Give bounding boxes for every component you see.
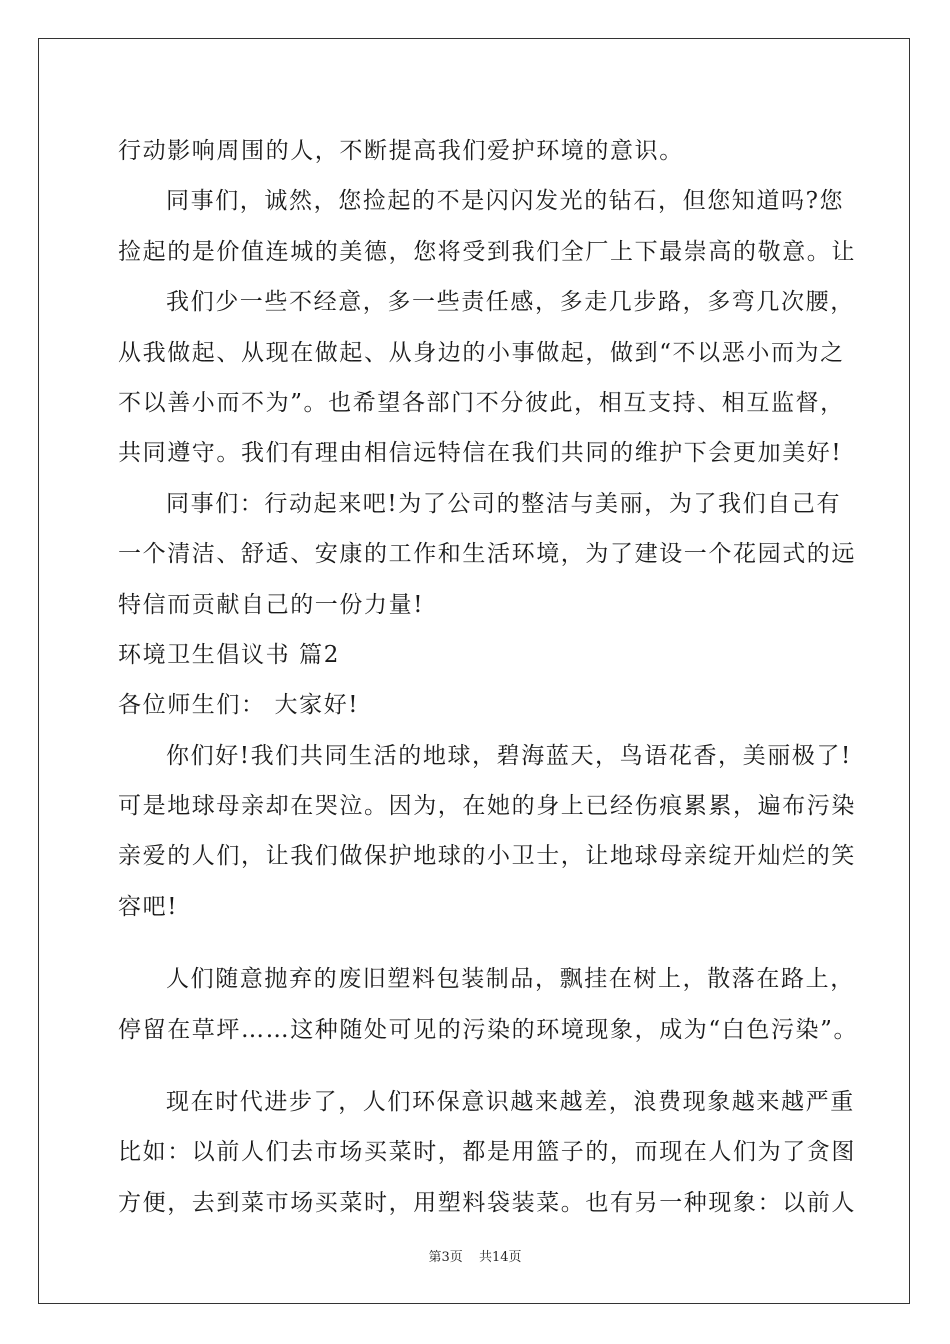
- paragraph-gap: [118, 932, 838, 954]
- paragraph-line: 行动影响周围的人，不断提高我们爱护环境的意识。: [118, 138, 684, 164]
- paragraph-line: 容吧!: [118, 893, 179, 920]
- paragraph-line: 我们少一些不经意，多一些责任感，多走几步路，多弯几次腰，: [166, 289, 855, 316]
- page-footer: [0, 1246, 950, 1265]
- paragraph-line: 可是地球母亲却在哭泣。因为，在她的身上已经伤痕累累，遍布污染: [118, 793, 856, 820]
- page-number: 第3页: [428, 1250, 463, 1265]
- paragraph-line: 同事们：行动起来吧!为了公司的整洁与美丽，为了我们自己有: [166, 490, 842, 517]
- paragraph-line: 同事们，诚然，您捡起的不是闪闪发光的钻石，但您知道吗?您: [166, 188, 845, 215]
- paragraph-line: 停留在草坪……这种随处可见的污染的环境现象，成为“白色污染”。: [118, 1016, 859, 1043]
- paragraph-line: 方便，去到菜市场买菜时，用塑料袋装菜。也有另一种现象：以前人: [118, 1189, 856, 1216]
- document-body: [118, 126, 859, 1228]
- paragraph-line: 不以善小而不为”。也希望各部门不分彼此，相互支持、相互监督，: [118, 389, 845, 416]
- paragraph-line: 现在时代进步了，人们环保意识越来越差，浪费现象越来越严重: [166, 1089, 855, 1116]
- paragraph-line: 一个清洁、舒适、安康的工作和生活环境，为了建设一个花园式的远: [118, 541, 856, 568]
- paragraph-line: 特信而贡献自己的一份力量!: [118, 591, 425, 618]
- section-heading: 环境卫生倡议书 篇2: [118, 641, 340, 668]
- paragraph-line: 共同遵守。我们有理由相信远特信在我们共同的维护下会更加美好!: [118, 440, 843, 467]
- salutation: 各位师生们： 大家好!: [118, 692, 360, 719]
- paragraph-line: 从我做起、从现在做起、从身边的小事做起，做到“不以恶小而为之: [118, 339, 845, 366]
- paragraph-line: 比如：以前人们去市场买菜时，都是用篮子的，而现在人们为了贪图: [118, 1139, 856, 1166]
- page-total: 共14页: [478, 1250, 522, 1265]
- paragraph-line: 你们好!我们共同生活的地球，碧海蓝天，鸟语花香，美丽极了!: [166, 742, 852, 769]
- paragraph-line: 亲爱的人们，让我们做保护地球的小卫士，让地球母亲绽开灿烂的笑: [118, 843, 856, 870]
- paragraph-line: 捡起的是价值连城的美德，您将受到我们全厂上下最崇高的敬意。让: [118, 238, 856, 265]
- paragraph-line: 人们随意抛弃的废旧塑料包装制品，飘挂在树上，散落在路上，: [166, 966, 855, 993]
- paragraph-gap: [118, 1055, 838, 1077]
